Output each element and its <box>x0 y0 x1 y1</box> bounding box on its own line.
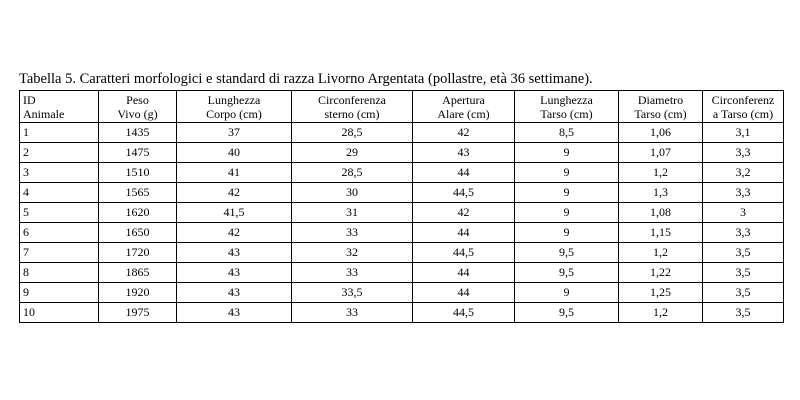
column-header-line: Animale <box>23 106 65 121</box>
table-row <box>20 283 784 303</box>
column-header <box>413 91 515 123</box>
table-cell: 44 <box>413 223 515 243</box>
table-cell: 9 <box>515 283 619 303</box>
table-row <box>20 183 784 203</box>
table-cell: 44,5 <box>413 303 515 323</box>
table-cell: 42 <box>413 203 515 223</box>
table-header <box>20 91 784 123</box>
table-row <box>20 163 784 183</box>
table-cell: 9 <box>20 283 99 303</box>
table-cell: 2 <box>20 143 99 163</box>
table-cell: 44 <box>413 263 515 283</box>
table-cell: 3,5 <box>703 303 784 323</box>
table-cell: 28,5 <box>292 123 413 143</box>
table-cell: 9 <box>515 143 619 163</box>
column-header-line: Circonferenza <box>318 92 386 107</box>
table-body <box>20 123 784 323</box>
column-header <box>515 91 619 123</box>
column-header <box>703 91 784 123</box>
table-cell: 4 <box>20 183 99 203</box>
column-header-line: Corpo (cm) <box>206 106 262 121</box>
table-cell: 29 <box>292 143 413 163</box>
table-cell: 1720 <box>99 243 177 263</box>
table-cell: 44,5 <box>413 243 515 263</box>
column-header-line: Tarso (cm) <box>634 106 687 121</box>
table-cell: 9 <box>515 223 619 243</box>
column-header-line: Lunghezza <box>207 92 261 107</box>
table-cell: 28,5 <box>292 163 413 183</box>
table-cell: 7 <box>20 243 99 263</box>
table-row <box>20 143 784 163</box>
table-cell: 1,07 <box>619 143 703 163</box>
table-cell: 43 <box>177 283 292 303</box>
table-cell: 3,3 <box>703 223 784 243</box>
table-cell: 1,2 <box>619 163 703 183</box>
table-cell: 9 <box>515 203 619 223</box>
column-header-line: Tarso (cm) <box>540 106 593 121</box>
column-header-line: Lunghezza <box>540 92 593 107</box>
table-cell: 1435 <box>99 123 177 143</box>
table-row <box>20 223 784 243</box>
column-header-line: Apertura <box>442 92 485 107</box>
table-cell: 10 <box>20 303 99 323</box>
table-cell: 1920 <box>99 283 177 303</box>
table-cell: 33,5 <box>292 283 413 303</box>
column-header-line: a Tarso (cm) <box>712 106 774 121</box>
table-cell: 9 <box>515 183 619 203</box>
table-cell: 43 <box>177 263 292 283</box>
table-cell: 37 <box>177 123 292 143</box>
table-cell: 6 <box>20 223 99 243</box>
header-row <box>20 91 784 123</box>
table-cell: 43 <box>177 303 292 323</box>
table-row <box>20 303 784 323</box>
table-cell: 1975 <box>99 303 177 323</box>
table-cell: 3 <box>20 163 99 183</box>
table-cell: 1,08 <box>619 203 703 223</box>
table-cell: 3,3 <box>703 183 784 203</box>
table-cell: 3,5 <box>703 283 784 303</box>
table-cell: 3,1 <box>703 123 784 143</box>
table-cell: 8,5 <box>515 123 619 143</box>
column-header-line: Peso <box>126 92 149 107</box>
table-cell: 9 <box>515 163 619 183</box>
table-cell: 1510 <box>99 163 177 183</box>
morphology-table <box>19 90 784 323</box>
table-cell: 1565 <box>99 183 177 203</box>
column-header <box>177 91 292 123</box>
table-cell: 1650 <box>99 223 177 243</box>
table-row <box>20 123 784 143</box>
table-cell: 42 <box>177 223 292 243</box>
table-cell: 1,22 <box>619 263 703 283</box>
table-cell: 3,3 <box>703 143 784 163</box>
table-row <box>20 243 784 263</box>
table-cell: 1,2 <box>619 303 703 323</box>
table-cell: 43 <box>177 243 292 263</box>
table-cell: 8 <box>20 263 99 283</box>
table-cell: 9,5 <box>515 263 619 283</box>
table-cell: 33 <box>292 263 413 283</box>
table-cell: 3,5 <box>703 243 784 263</box>
column-header <box>20 91 99 123</box>
table-cell: 1 <box>20 123 99 143</box>
column-header-line: Circonferenz <box>711 92 775 107</box>
table-cell: 40 <box>177 143 292 163</box>
table-cell: 44 <box>413 163 515 183</box>
column-header-line: Alare (cm) <box>437 106 490 121</box>
table-cell: 1620 <box>99 203 177 223</box>
table-cell: 41 <box>177 163 292 183</box>
table-cell: 1,3 <box>619 183 703 203</box>
table-cell: 5 <box>20 203 99 223</box>
column-header-line: Vivo (g) <box>117 106 158 121</box>
column-header <box>292 91 413 123</box>
table-cell: 3 <box>703 203 784 223</box>
table-cell: 41,5 <box>177 203 292 223</box>
table-cell: 3,5 <box>703 263 784 283</box>
column-header <box>619 91 703 123</box>
table-cell: 42 <box>177 183 292 203</box>
table-cell: 31 <box>292 203 413 223</box>
table-cell: 32 <box>292 243 413 263</box>
table-caption: Tabella 5. Caratteri morfologici e standard di razza Livorno Argentata (pollastre, età 36 settimane). <box>19 71 593 87</box>
table-cell: 1,15 <box>619 223 703 243</box>
table-cell: 3,2 <box>703 163 784 183</box>
table-cell: 9,5 <box>515 303 619 323</box>
table-cell: 42 <box>413 123 515 143</box>
table-cell: 30 <box>292 183 413 203</box>
table-cell: 9,5 <box>515 243 619 263</box>
column-header-line: ID <box>23 92 36 107</box>
table-row <box>20 263 784 283</box>
table-row <box>20 203 784 223</box>
column-header-line: sterno (cm) <box>324 106 380 121</box>
table-cell: 1475 <box>99 143 177 163</box>
table-cell: 43 <box>413 143 515 163</box>
table-cell: 44 <box>413 283 515 303</box>
table-cell: 1,25 <box>619 283 703 303</box>
table-cell: 33 <box>292 303 413 323</box>
table-cell: 33 <box>292 223 413 243</box>
column-header <box>99 91 177 123</box>
table-cell: 1,2 <box>619 243 703 263</box>
column-header-line: Diametro <box>637 92 684 107</box>
table-cell: 44,5 <box>413 183 515 203</box>
table-cell: 1865 <box>99 263 177 283</box>
table-cell: 1,06 <box>619 123 703 143</box>
